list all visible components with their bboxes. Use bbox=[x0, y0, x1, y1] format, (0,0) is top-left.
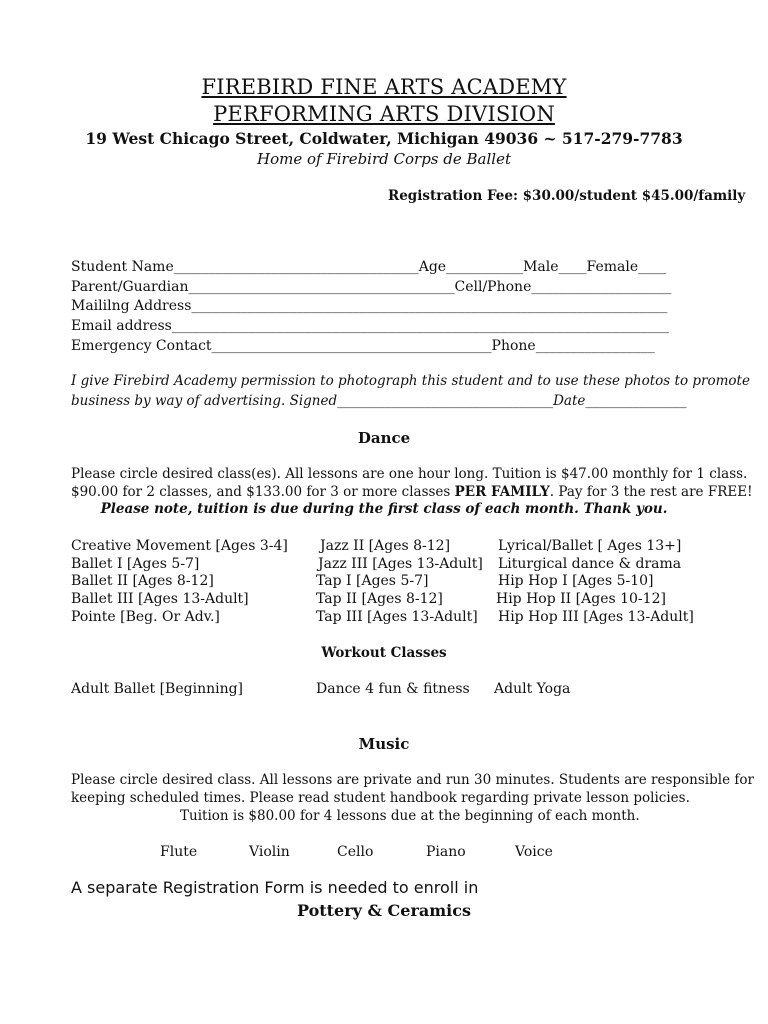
dance-class[interactable]: Ballet I [Ages 5-7] bbox=[71, 556, 200, 572]
dance-heading: Dance bbox=[357, 429, 411, 447]
dance-class[interactable]: Lyrical/Ballet [ Ages 13+] bbox=[498, 538, 682, 554]
dance-class[interactable]: Tap I [Ages 5-7] bbox=[316, 573, 429, 589]
workout-class[interactable]: Adult Ballet [Beginning] bbox=[71, 681, 244, 697]
instrument-option[interactable]: Violin bbox=[249, 844, 290, 860]
email-address-line[interactable]: Email address_______________________________________________________________________ bbox=[71, 318, 669, 334]
dance-class[interactable]: Tap II [Ages 8-12] bbox=[316, 591, 443, 607]
dance-class[interactable]: Liturgical dance & drama bbox=[498, 556, 682, 572]
instrument-option[interactable]: Flute bbox=[160, 844, 198, 860]
dance-class[interactable]: Tap III [Ages 13-Adult] bbox=[316, 609, 478, 625]
dance-class[interactable]: Pointe [Beg. Or Adv.] bbox=[71, 609, 220, 625]
dance-class[interactable]: Creative Movement [Ages 3-4] bbox=[71, 538, 288, 554]
per-family-emphasis: PER FAMILY bbox=[454, 484, 550, 500]
student-name-line[interactable]: Student Name___________________________________Age___________Male____Female____ bbox=[71, 259, 667, 275]
dance-class[interactable]: Ballet III [Ages 13-Adult] bbox=[71, 591, 249, 607]
pottery-ceramics-title: Pottery & Ceramics bbox=[296, 901, 471, 920]
instrument-option[interactable]: Voice bbox=[515, 844, 553, 860]
division-title: PERFORMING ARTS DIVISION bbox=[213, 102, 555, 126]
separate-form-notice: A separate Registration Form is needed to enroll in bbox=[71, 878, 479, 897]
tuition-note: Please note, tuition is due during the first class of each month. Thank you. bbox=[100, 501, 668, 517]
mailing-address-line[interactable]: Maililng Address____________________________________________________________________ bbox=[71, 298, 668, 314]
photo-permission-text: I give Firebird Academy permission to photograph this student and to use these photos to promote bbox=[71, 373, 750, 389]
workout-heading: Workout Classes bbox=[321, 645, 447, 661]
dance-intro-post: . Pay for 3 the rest are FREE! bbox=[549, 484, 753, 500]
instrument-option[interactable]: Piano bbox=[426, 844, 466, 860]
dance-class[interactable]: Hip Hop I [Ages 5-10] bbox=[498, 573, 654, 589]
tagline: Home of Firebird Corps de Ballet bbox=[257, 150, 511, 168]
dance-class[interactable]: Hip Hop II [Ages 10-12] bbox=[496, 591, 666, 607]
music-intro-line1: Please circle desired class. All lessons are private and run 30 minutes. Students are responsible for bbox=[71, 772, 754, 788]
registration-fee: Registration Fee: $30.00/student $45.00/family bbox=[388, 188, 746, 204]
academy-title: FIREBIRD FINE ARTS ACADEMY bbox=[201, 75, 567, 99]
dance-intro-line2 bbox=[71, 484, 753, 500]
dance-intro-line1: Please circle desired class(es). All lessons are one hour long. Tuition is $47.00 monthly for 1 class. bbox=[71, 466, 748, 482]
dance-class[interactable]: Jazz III [Ages 13-Adult] bbox=[318, 556, 483, 572]
music-intro-line2: keeping scheduled times. Please read student handbook regarding private lesson policies. bbox=[71, 790, 690, 806]
dance-intro-pre: $90.00 for 2 classes, and $133.00 for 3 or more classes bbox=[71, 484, 455, 500]
workout-class[interactable]: Adult Yoga bbox=[494, 681, 571, 697]
signature-date-line[interactable]: business by way of advertising. Signed________________________________Date_______________ bbox=[71, 393, 687, 409]
workout-class[interactable]: Dance 4 fun & fitness bbox=[316, 681, 470, 697]
dance-class[interactable]: Jazz II [Ages 8-12] bbox=[320, 538, 451, 554]
dance-class[interactable]: Ballet II [Ages 8-12] bbox=[71, 573, 214, 589]
music-heading: Music bbox=[358, 735, 410, 753]
parent-guardian-line[interactable]: Parent/Guardian______________________________________Cell/Phone____________________ bbox=[71, 279, 672, 295]
instrument-option[interactable]: Cello bbox=[337, 844, 374, 860]
emergency-contact-line[interactable]: Emergency Contact________________________________________Phone_________________ bbox=[71, 338, 655, 354]
dance-class[interactable]: Hip Hop III [Ages 13-Adult] bbox=[498, 609, 694, 625]
music-tuition: Tuition is $80.00 for 4 lessons due at the beginning of each month. bbox=[180, 808, 640, 824]
academy-address: 19 West Chicago Street, Coldwater, Michigan 49036 ~ 517-279-7783 bbox=[85, 129, 683, 148]
